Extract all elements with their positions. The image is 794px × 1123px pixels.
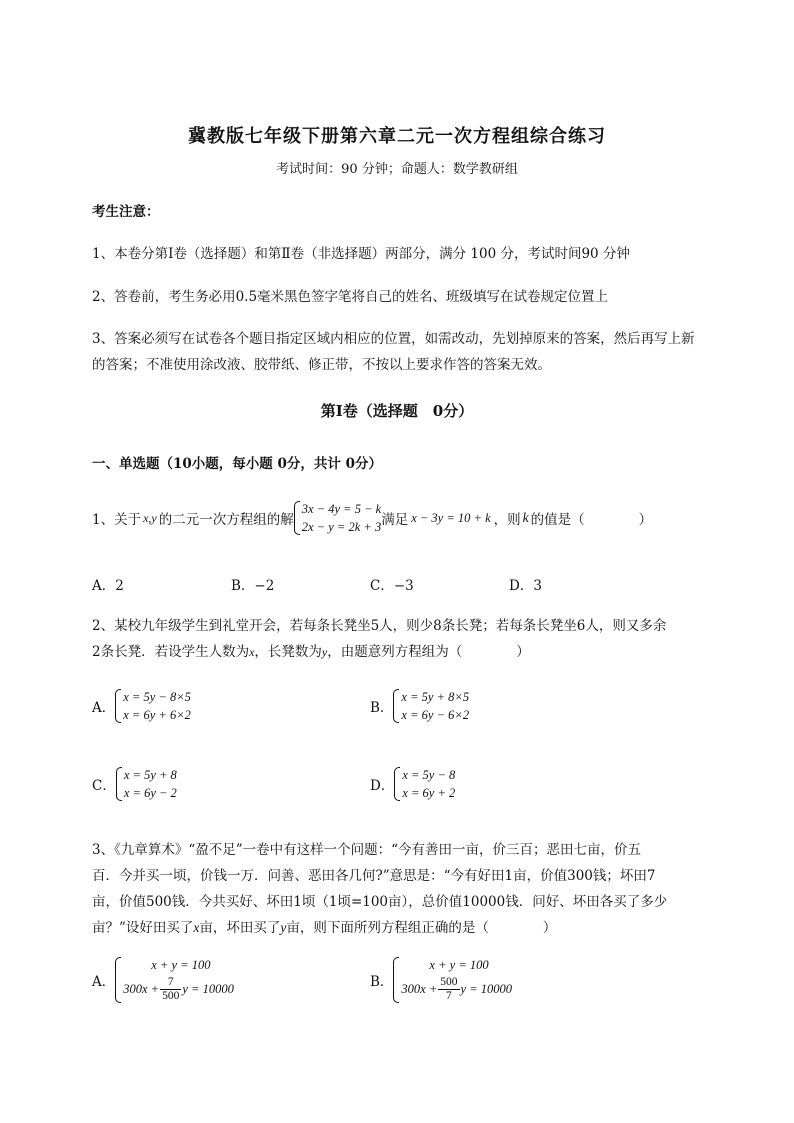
q2-option-a-label: A． <box>92 700 116 716</box>
q2-option-b-system <box>393 688 469 724</box>
q1-text-pre: 1、关于 <box>92 512 142 528</box>
q3-a-eq-1: x + y = 100 <box>151 958 211 972</box>
q3-var-x: x <box>193 920 200 935</box>
question-2-line-2 <box>92 640 530 660</box>
section-title: 第Ⅰ卷（选择题 0分） <box>320 402 474 420</box>
q1-option-a[interactable]: A．2 <box>92 578 124 594</box>
question-3-line-2: 百．今并买一顷，价钱一万．问善、恶田各几何?”意思是：“今有好田1亩，价值300钱；坏田7 <box>92 868 656 884</box>
question-3-line-1: 3、《九章算术》“盈不足”一卷中有这样一个问题：“今有善田一亩，价三百；恶田七亩，价五 <box>92 842 642 858</box>
q3-a-frac-den: 500 <box>162 989 180 1002</box>
q2-d-eq-1: x = 5y − 8 <box>402 768 456 782</box>
q1-option-b[interactable]: B．−2 <box>231 578 275 594</box>
question-3-line-4 <box>92 916 556 936</box>
part-heading: 一、单选题（10小题，每小题 0分，共计 0分） <box>92 456 382 472</box>
q2-d-eq-2: x = 6y + 2 <box>402 786 456 800</box>
question-3-line-3: 亩，价值500钱．今共买好、坏田1顷（1顷=100亩），总价值10000钱．问好、坏田各买了多少 <box>92 894 668 910</box>
q2-option-d-system <box>394 766 455 802</box>
q2-line2-a: 2条长凳．若设学生人数为 <box>92 644 250 660</box>
q2-option-c[interactable] <box>92 766 177 802</box>
q2-option-b[interactable] <box>370 688 469 724</box>
q3-line4-a: 亩？”设好田买了 <box>92 920 194 936</box>
q2-a-eq-1: x = 5y − 8×5 <box>123 690 191 704</box>
q1-equation-system <box>294 500 381 536</box>
q2-option-b-label: B． <box>370 700 394 716</box>
q1-k: k <box>522 510 529 525</box>
q3-b-fraction <box>438 976 459 1003</box>
q2-b-eq-2: x = 6y − 6×2 <box>401 708 470 722</box>
notice-item-2: 2、答卷前，考生务必用0.5毫米黑色签字笔将自己的姓名、班级填写在试卷规定位置上 <box>92 289 609 305</box>
notice-item-3-cont: 的答案；不准使用涂改液、胶带纸、修正带，不按以上要求作答的答案无效。 <box>92 357 551 373</box>
question-1 <box>92 500 652 536</box>
q1-eq-2: 2x − y = 2k + 3 <box>301 520 382 534</box>
q2-c-eq-1: x = 5y + 8 <box>123 768 177 782</box>
q3-b-eq2-post: y = 10000 <box>460 982 513 996</box>
q1-eq-1: 3x − 4y = 5 − k <box>301 502 382 516</box>
q2-option-c-system <box>116 766 177 802</box>
q3-option-a-label: A． <box>92 974 116 990</box>
q2-option-d-label: D． <box>370 778 395 794</box>
q2-var-y: y <box>321 645 328 659</box>
q3-line4-c: 亩，则下面所列方程组正确的是（ ） <box>286 920 557 936</box>
q3-a-eq2-post: y = 10000 <box>182 982 234 996</box>
q2-option-a[interactable] <box>92 688 191 724</box>
q3-b-eq-1: x + y = 100 <box>429 958 489 972</box>
q2-option-d[interactable] <box>370 766 455 802</box>
q3-var-y: y <box>280 920 287 935</box>
q2-b-eq-1: x = 5y + 8×5 <box>401 690 470 704</box>
q2-line2-b: ，长凳数为 <box>254 644 322 660</box>
q3-option-b-system <box>393 956 512 1004</box>
q2-var-x: x <box>249 645 255 659</box>
q3-a-fraction <box>160 976 181 1003</box>
q3-a-frac-num: 7 <box>160 976 181 990</box>
q3-b-frac-num: 500 <box>440 975 458 988</box>
q1-vars: x,y <box>143 510 157 525</box>
notice-item-3: 3、答案必须写在试卷各个题目指定区域内相应的位置，如需改动，先划掉原来的答案，然后再写上新 <box>92 331 695 347</box>
q3-line4-b: 亩，坏田买了 <box>199 920 281 936</box>
q1-text-mid: 的二元一次方程组的解 <box>158 512 294 528</box>
q1-text-post2: ，则 <box>493 512 521 528</box>
q3-option-b-label: B． <box>370 974 394 990</box>
notice-item-1: 1、本卷分第Ⅰ卷（选择题）和第Ⅱ卷（非选择题）两部分，满分 100 分，考试时间90 分钟 <box>92 246 630 262</box>
q2-option-c-label: C． <box>92 778 116 794</box>
q1-option-d[interactable]: D．3 <box>509 578 542 594</box>
q1-text-post3: 的值是（ ） <box>530 512 653 528</box>
question-2-line-1: 2、某校九年级学生到礼堂开会，若每条长凳坐5人，则少8条长凳；若每条长凳坐6人，则又多余 <box>92 618 667 634</box>
notice-heading: 考生注意： <box>92 204 160 220</box>
q3-option-b[interactable] <box>370 956 512 1004</box>
q2-c-eq-2: x = 6y − 2 <box>123 786 177 800</box>
q1-option-c[interactable]: C．−3 <box>370 578 414 594</box>
q2-line2-c: ，由题意列方程组为（ ） <box>327 644 530 660</box>
q3-b-frac-den: 7 <box>446 989 452 1002</box>
q3-b-eq-2 <box>401 974 512 1004</box>
page-title: 冀教版七年级下册第六章二元一次方程组综合练习 <box>188 126 606 147</box>
q3-a-eq-2 <box>123 974 234 1004</box>
q2-a-eq-2: x = 6y + 6×2 <box>123 708 191 722</box>
q3-option-a[interactable] <box>92 956 234 1004</box>
q3-a-eq2-pre: 300x + <box>123 982 160 996</box>
q3-option-a-system <box>115 956 234 1004</box>
q3-b-eq2-pre: 300x + <box>401 982 438 996</box>
q1-text-post1: 满足 <box>381 512 409 528</box>
q1-condition: x − 3y = 10 + k <box>411 510 491 525</box>
q2-option-a-system <box>115 688 191 724</box>
exam-subtitle: 考试时间：90 分钟；命题人：数学教研组 <box>276 162 518 177</box>
